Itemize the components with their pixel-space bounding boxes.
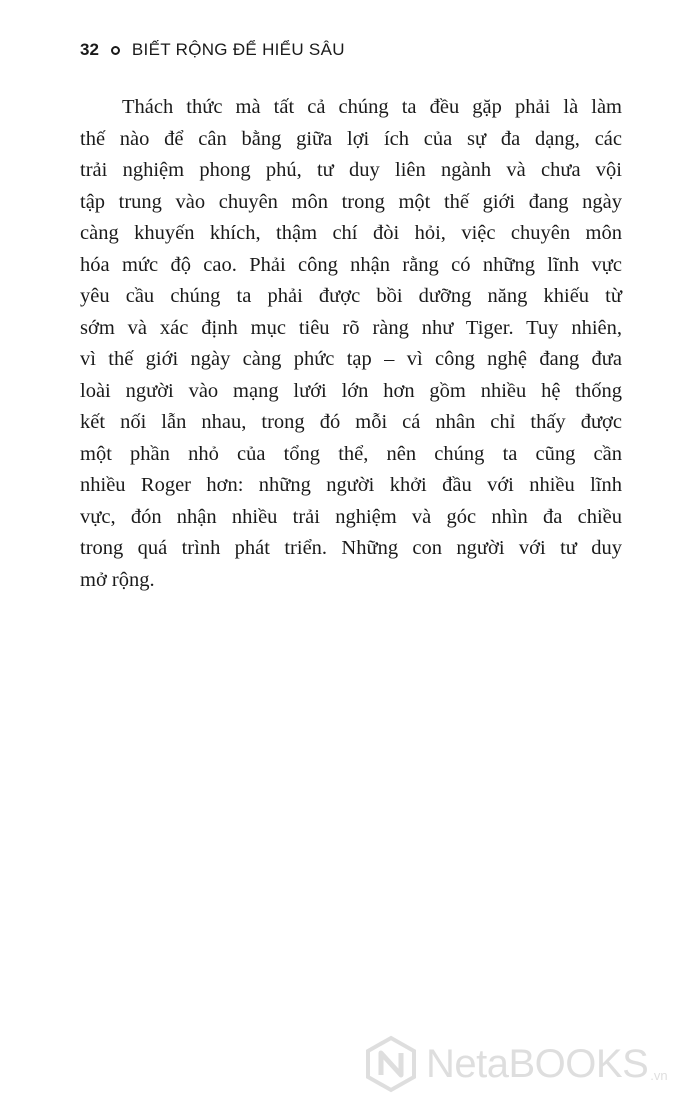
page-number: 32 xyxy=(80,40,99,59)
text-line: thế nào để cân bằng giữa lợi ích của sự đa dạng, các xyxy=(80,127,622,150)
text-line: loài người vào mạng lưới lớn hơn gồm nhiều hệ thống xyxy=(80,379,622,402)
text-line: vực, đón nhận nhiều trải nghiệm và góc nhìn đa chiều xyxy=(80,505,622,528)
text-line: vì thế giới ngày càng phức tạp – vì công nghệ đang đưa xyxy=(80,348,622,370)
watermark-brand: NetaBOOKS xyxy=(426,1041,649,1086)
text-line: sớm và xác định mục tiêu rõ ràng như Tiger. Tuy nhiên, xyxy=(80,316,622,339)
text-line: trong quá trình phát triển. Những con người với tư duy xyxy=(80,537,622,559)
text-line: hóa mức độ cao. Phải công nhận rằng có những lĩnh vực xyxy=(80,253,622,276)
netabooks-logo-icon xyxy=(362,1035,420,1093)
circle-ornament-icon xyxy=(111,46,120,55)
text-line: nhiều Roger hơn: những người khởi đầu với nhiều lĩnh xyxy=(80,474,622,496)
text-line: yêu cầu chúng ta phải được bồi dưỡng năng khiếu từ xyxy=(80,285,622,307)
watermark-suffix: .vn xyxy=(650,1068,668,1083)
text-line: kết nối lẫn nhau, trong đó mỗi cá nhân chỉ thấy được xyxy=(80,411,622,433)
text-line: trải nghiệm phong phú, tư duy liên ngành và chưa vội xyxy=(80,159,622,181)
running-header xyxy=(80,38,345,62)
text-line: tập trung vào chuyên môn trong một thế giới đang ngày xyxy=(80,190,622,213)
book-title: BIẾT RỘNG ĐỂ HIỂU SÂU xyxy=(131,40,345,59)
text-line: Thách thức mà tất cả chúng ta đều gặp phải là làm xyxy=(122,96,622,118)
watermark xyxy=(362,1035,668,1093)
text-line: càng khuyến khích, thậm chí đòi hỏi, việc chuyên môn xyxy=(80,222,622,244)
text-line: mở rộng. xyxy=(80,568,155,591)
body-paragraph xyxy=(80,92,622,596)
text-line: một phần nhỏ của tổng thể, nên chúng ta cũng cần xyxy=(80,442,622,465)
